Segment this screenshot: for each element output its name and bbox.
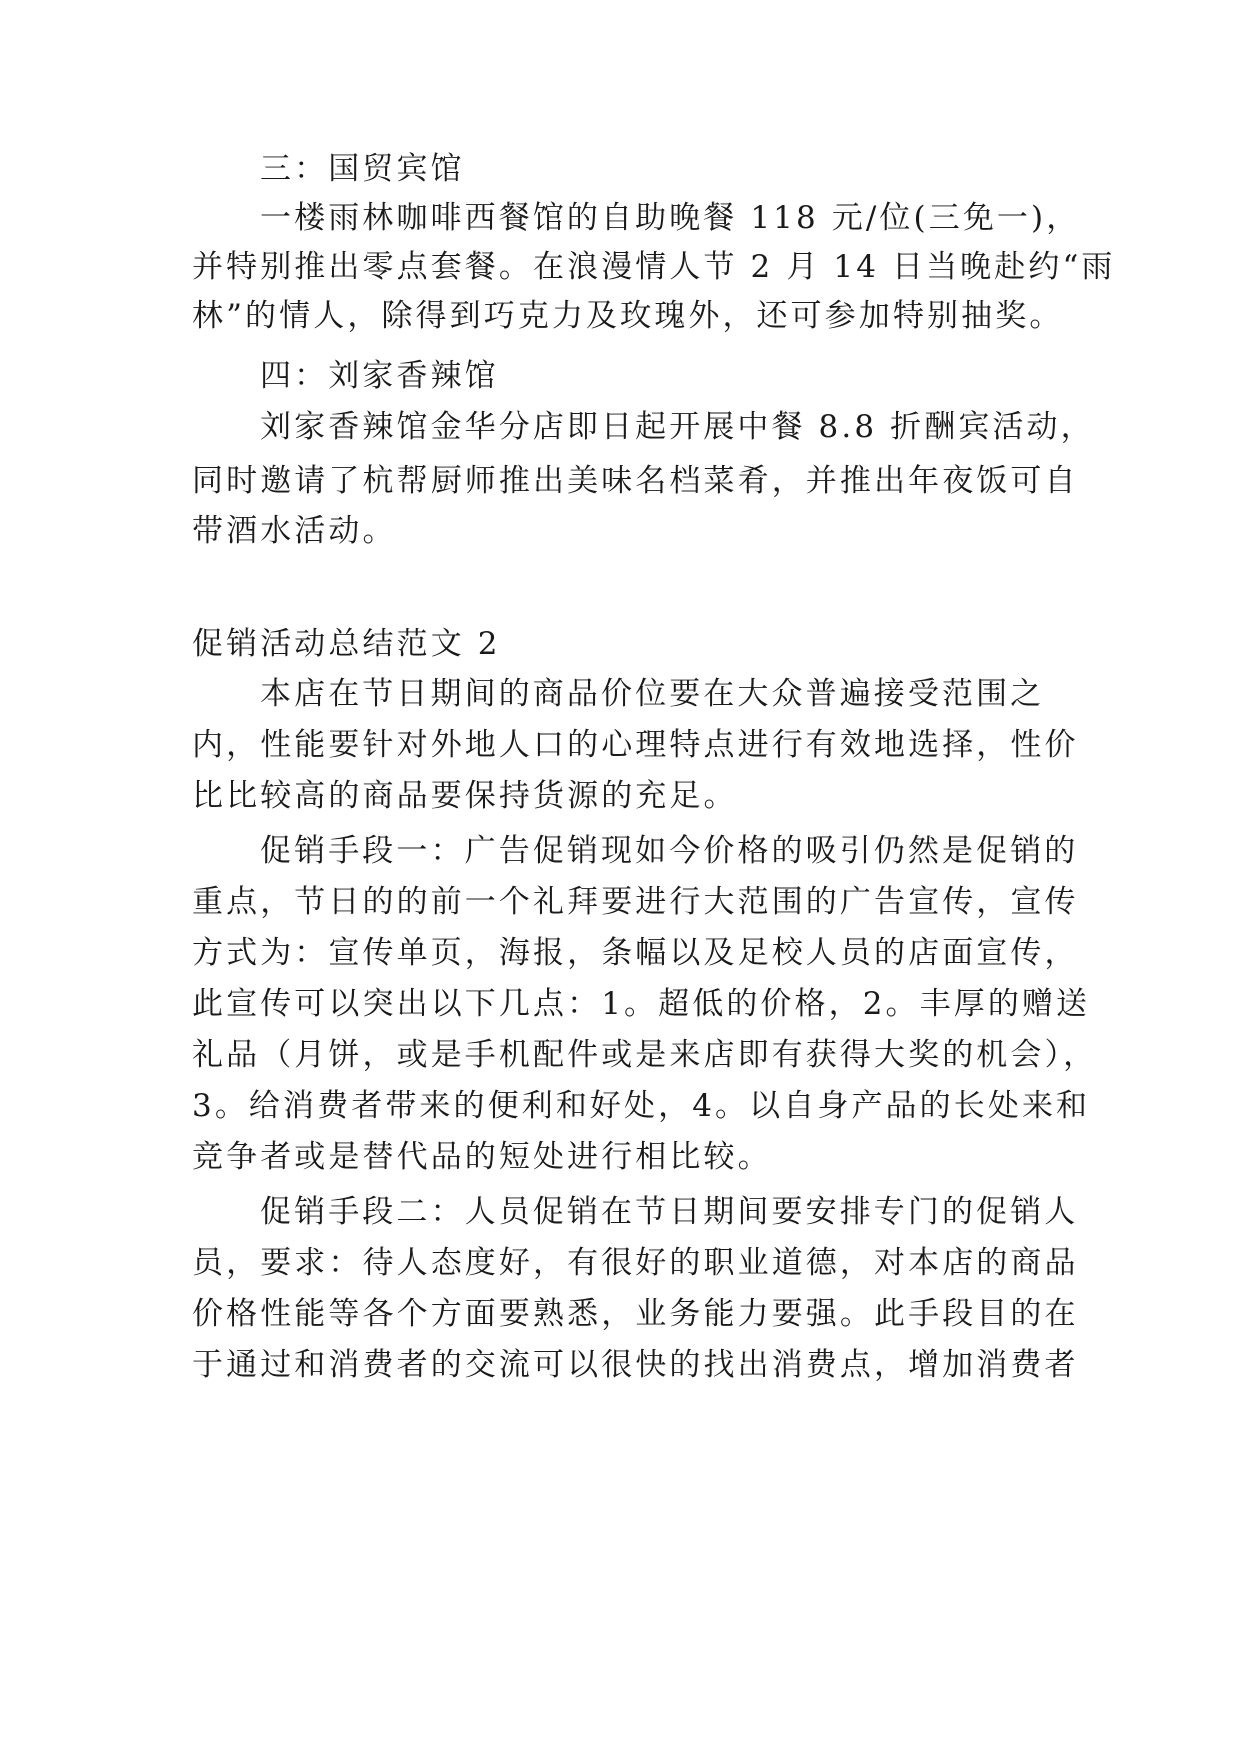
paragraph-line: 于通过和消费者的交流可以很快的找出消费点，增加消费者 xyxy=(192,1347,1079,1383)
heading-liujia-restaurant: 四：刘家香辣馆 xyxy=(260,358,499,394)
paragraph-line: 重点，节日的的前一个礼拜要进行大范围的广告宣传，宣传 xyxy=(192,884,1079,920)
paragraph-line: 竞争者或是替代品的短处进行相比较。 xyxy=(192,1139,772,1175)
paragraph-line: 比比较高的商品要保持货源的充足。 xyxy=(192,778,738,814)
paragraph-line: 林”的情人，除得到巧克力及玫瑰外，还可参加特别抽奖。 xyxy=(192,298,1064,334)
paragraph-line: 带酒水活动。 xyxy=(192,513,397,549)
paragraph-line: 此宣传可以突出以下几点：1。超低的价格，2。丰厚的赠送 xyxy=(192,986,1091,1022)
paragraph-line: 员，要求：待人态度好，有很好的职业道德，对本店的商品 xyxy=(192,1245,1079,1281)
paragraph-line: 礼品（月饼，或是手机配件或是来店即有获得大奖的机会）， xyxy=(192,1037,1098,1073)
paragraph-line: 一楼雨林咖啡西餐馆的自助晚餐 118 元/位(三免一)， xyxy=(260,200,1081,236)
paragraph-line: 并特别推出零点套餐。在浪漫情人节 2 月 14 日当晚赴约“雨 xyxy=(192,249,1116,285)
paragraph-line: 同时邀请了杭帮厨师推出美味名档菜肴，并推出年夜饭可自 xyxy=(192,463,1079,499)
heading-guomao-hotel: 三：国贸宾馆 xyxy=(260,151,465,187)
paragraph-line: 本店在节日期间的商品价位要在大众普遍接受范围之 xyxy=(260,676,1045,712)
paragraph-line: 价格性能等各个方面要熟悉，业务能力要强。此手段目的在 xyxy=(192,1296,1079,1332)
paragraph-line: 方式为：宣传单页，海报，条幅以及足校人员的店面宣传， xyxy=(192,935,1079,971)
paragraph-line: 刘家香辣馆金华分店即日起开展中餐 8.8 折酬宾活动， xyxy=(260,409,1095,445)
paragraph-line: 促销手段一：广告促销现如今价格的吸引仍然是促销的 xyxy=(260,833,1079,869)
paragraph-line: 3。给消费者带来的便利和好处，4。以自身产品的长处来和 xyxy=(192,1088,1091,1124)
section-title: 促销活动总结范文 2 xyxy=(192,626,501,662)
paragraph-line: 促销手段二：人员促销在节日期间要安排专门的促销人 xyxy=(260,1194,1079,1230)
paragraph-line: 内，性能要针对外地人口的心理特点进行有效地选择，性价 xyxy=(192,727,1079,763)
